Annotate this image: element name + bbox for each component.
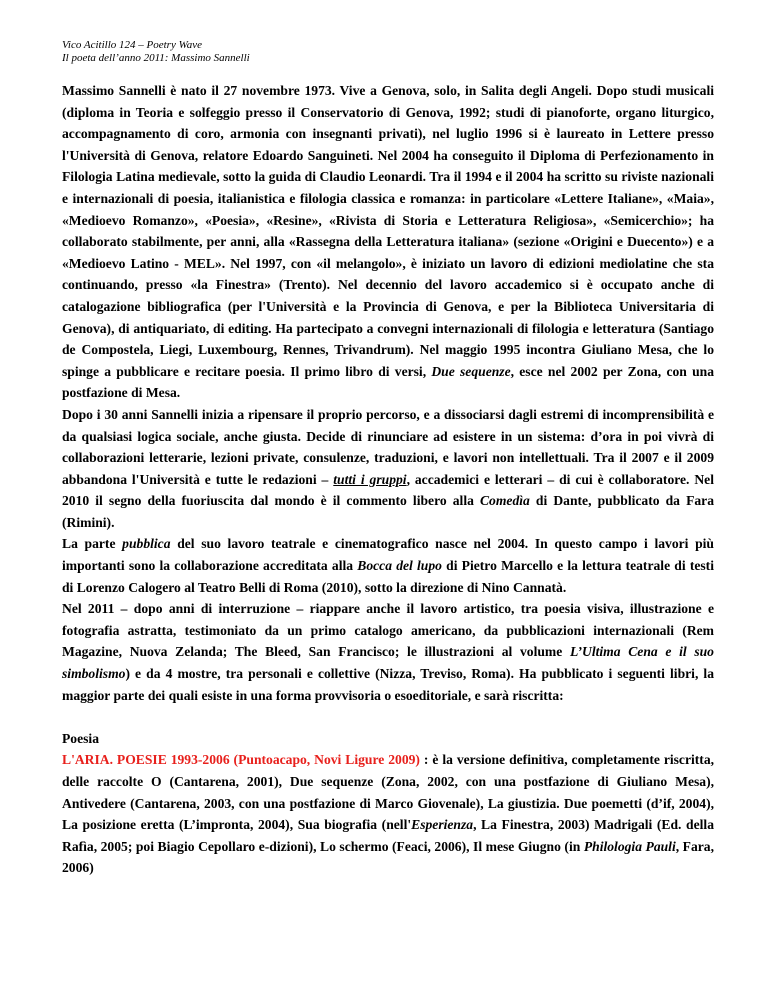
book-title: L’Ultima Cena e il suo simbolismo <box>62 644 714 682</box>
header-line-2: Il poeta dell’anno 2011: Massimo Sannelli <box>62 52 250 64</box>
film-title: Bocca del lupo <box>357 558 442 574</box>
text-run: La parte <box>62 536 123 552</box>
paragraph-2 <box>62 404 714 534</box>
text-run: di Pietro Marcello e la lettura teatrale di testi di Lorenzo Calogero al Teatro Belli di Roma (2010), sotto la direzione di Nino Cannatà. <box>62 558 714 595</box>
book-title: Philologia Pauli <box>583 838 676 854</box>
text-run: Massimo Sannelli è nato il 27 novembre 1973. Vive a Genova, solo, in Salita degli Angeli. Dopo studi musicali (diploma in Teoria e solfeggio presso il Conservatorio di Genova, 1992; studi di pianoforte, organo liturgico, accompagnamento di coro, armonia con insegnanti privati), nel luglio 1996 si è laureato in Lettere presso l'Università di Genova, relatore Edoardo Sanguineti. Nel 2004 ha conseguito il Diploma di Perfezionamento in Filologia Latina medievale, sotto la guida di Claudio Leonardi. Tra il 1994 e il 2004 ha scritto su riviste nazionali e internazionali di poesia, italianistica e filologia classica e romanza: in particolare «Lettere Italiane», «Maia», «Medioevo Romanzo», «Poesia», «Resine», «Rivista di Storia e Letteratura Religiosa», «Semicerchio»; ha collaborato stabilmente, per anni, alla «Rassegna della Letteratura italiana» (sezione «Origini e Duecento») e a «Medioevo Latino - MEL». Nel 1997, con «il melangolo», è iniziato un lavoro di edizioni mediolatine che sta continuando, presso «la Finestra» (Trento). Nel decennio del lavoro accademico si è occupato anche di catalogazione bibliografica (per l'Università e la Provincia di Genova, e per la Biblioteca Universitaria di Genova), di antiquariato, di editing. Ha partecipato a convegni internazionali di filologia e letteratura (Santiago de Compostela, Liegi, Luxembourg, Rennes, Trivandrum). Nel maggio 1995 incontra Giuliano Mesa, che lo spinge a pubblicare e recitare poesia. Il primo libro di versi, <box>62 83 714 379</box>
book-title: Due sequenze <box>431 363 511 379</box>
paragraph-4 <box>62 598 714 706</box>
biography-body <box>62 80 714 879</box>
emphasis: pubblica <box>122 536 171 552</box>
poesia-heading: Poesia <box>62 730 99 746</box>
book-title: Comedìa <box>479 493 530 509</box>
header-line-1: Vico Acitillo 124 – Poetry Wave <box>62 39 203 51</box>
section-spacer <box>62 706 714 728</box>
text-run: di Dante, pubblicato da Fara (Rimini). <box>62 493 714 530</box>
poesia-entry <box>62 749 714 879</box>
text-run: Dopo i 30 anni Sannelli inizia a ripensare il proprio percorso, e a dissociarsi dagli estremi di incomprensibilità e da qualsiasi logica sociale, anche giusta. Decide di rinunciare ad esistere in un sistema: d’ora in poi vivrà di collaborazioni letterarie, lezioni private, consulenze, traduzioni, e lavori non intellettuali. Tra il 2007 e il 2009 abbandona l'Università e tutte le redazioni – <box>62 406 714 487</box>
text-run: , Fara, 2006) <box>62 838 714 876</box>
text-run: Nel 2011 – dopo anni di interruzione – riappare anche il lavoro artistico, tra poesia visiva, illustrazione e fotografia astratta, testimoniato da un primo catalogo americano, da pubblicazioni internazionali (Rem Magazine, Nuova Zelanda; The Bleed, San Francisco; le illustrazioni al volume <box>62 601 714 660</box>
paragraph-1 <box>62 80 714 404</box>
text-run: , accademici e letterari – di cui è collaboratore. Nel 2010 il segno della fuoriuscita dal mondo è il commento libero alla <box>62 471 714 509</box>
text-run: ) e da 4 mostre, tra personali e collettive (Nizza, Treviso, Roma). Ha pubblicato i seguenti libri, la maggior parte dei quali esiste in una forma provvisoria o esoeditoriale, e sarà riscritta: <box>62 666 714 703</box>
text-run: , La Finestra, 2003) Madrigali (Ed. della Rafìa, 2005; poi Biagio Cepollaro e-dizioni), Lo schermo (Feaci, 2006), Il mese Giugno (in <box>62 817 714 854</box>
emphasis: tutti i gruppi <box>333 471 407 487</box>
book-title: Esperienza <box>411 817 474 833</box>
text-run: , esce nel 2002 per Zona, con una postfazione di Mesa. <box>62 363 714 401</box>
running-header <box>62 39 250 65</box>
highlighted-book-title: L'ARIA. POESIE 1993-2006 (Puntoacapo, Novi Ligure 2009) <box>62 752 420 768</box>
paragraph-3 <box>62 533 714 598</box>
text-run: del suo lavoro teatrale e cinematografico nasce nel 2004. In questo campo i lavori più importanti sono la collaborazione accreditata alla <box>62 536 714 574</box>
text-run: : è la versione definitiva, completamente riscritta, delle raccolte O (Cantarena, 2001), Due sequenze (Zona, 2002, con una postfazione di Giuliano Mesa), Antivedere (Cantarena, 2003, con una postfazione di Marco Giovenale), La giustizia. Due poemetti (d’if, 2004), La posizione eretta (L’impronta, 2004), Sua biografia (nell' <box>62 752 715 833</box>
